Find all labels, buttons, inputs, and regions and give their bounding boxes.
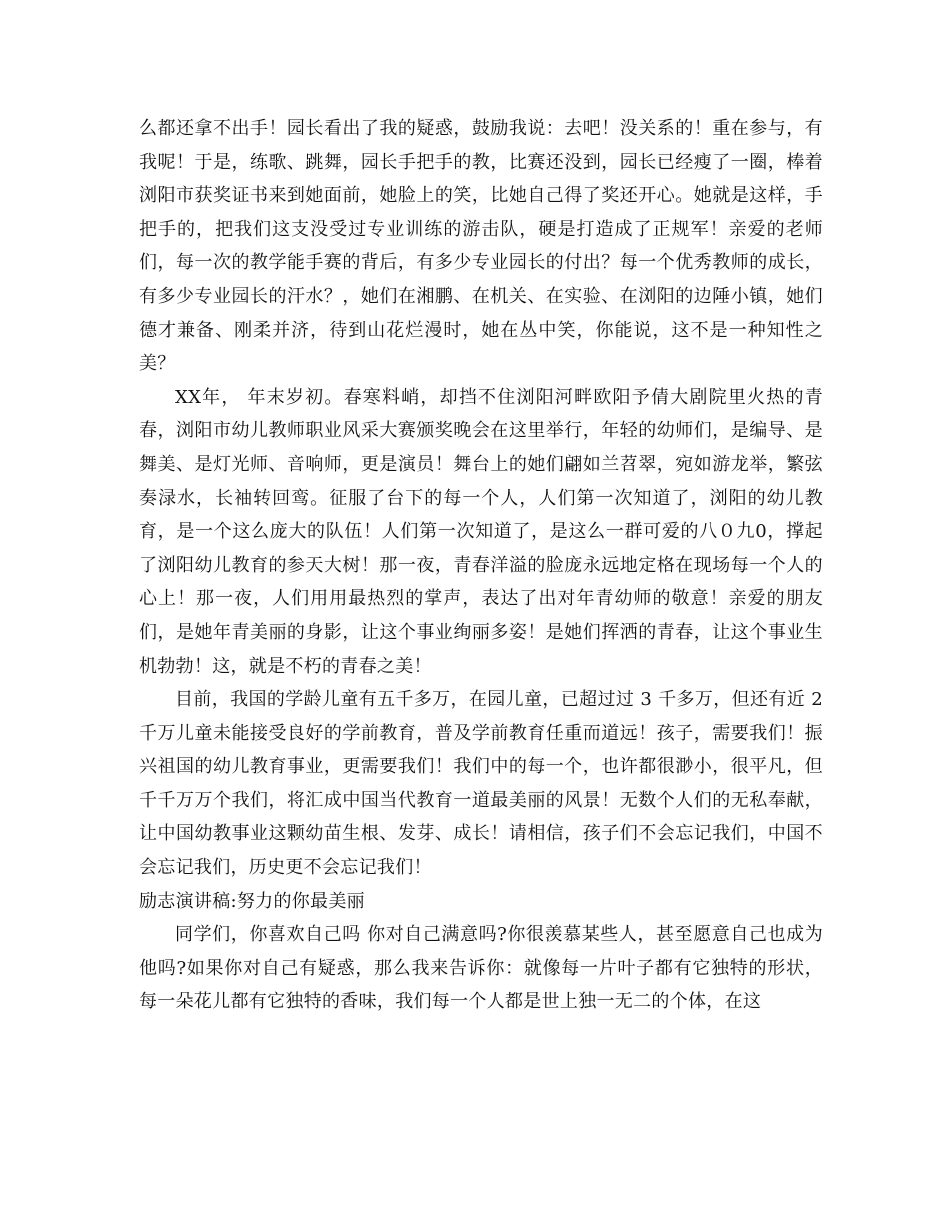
- paragraph-preschool-education: 目前，我国的学龄儿童有五千多万，在园儿童，已超过过 3 千多万，但还有近 2 千万儿童未能接受良好的学前教育，普及学前教育任重而道远！孩子，需要我们！振兴祖国的幼儿教育事业，更需要我们！我们中的每一个，也许都很渺小，很平凡，但千千万万个我们，将汇成中国当代教育一道最美丽的风景！无数个人们的无私奉献，让中国幼教事业这颗幼苗生根、发芽、成长！请相信，孩子们不会忘记我们，中国不会忘记我们，历史更不会忘记我们！: [139, 689, 823, 879]
- section-heading: 励志演讲稿:努力的你最美丽: [139, 890, 365, 912]
- paragraph-spring-festival: XX年， 年末岁初。春寒料峭，却挡不住浏阳河畔欧阳予倩大剧院里火热的青春，浏阳市幼儿教师职业风采大赛颁奖晚会在这里举行，年轻的幼师们，是编导、是舞美、是灯光师、音响师，更是演员！舞台上的她们翩如兰苕翠，宛如游龙举，繁弦奏渌水，长袖转回鸾。征服了台下的每一个人，人们第一次知道了，浏阳的幼儿教育，是一个这么庞大的队伍！人们第一次知道了，是这么一群可爱的八０九0，撑起了浏阳幼儿教育的参天大树！那一夜，青春洋溢的脸庞永远地定格在现场每一个人的心上！那一夜，人们用用最热烈的掌声，表达了出对年青幼师的敬意！亲爱的朋友们，是她年青美丽的身影，让这个事业绚丽多姿！是她们挥洒的青春，让这个事业生机勃勃！这，就是不朽的青春之美！: [139, 386, 823, 677]
- paragraph-continuation: 么都还拿不出手！园长看出了我的疑惑，鼓励我说：去吧！没关系的！重在参与，有我呢！于是，练歌、跳舞，园长手把手的教，比赛还没到，园长已经瘦了一圈，棒着浏阳市获奖证书来到她面前，她脸上的笑，比她自己得了奖还开心。她就是这样，手把手的，把我们这支没受过专业训练的游击队，硬是打造成了正规军！亲爱的老师们，每一次的教学能手赛的背后，有多少专业园长的付出？每一个优秀教师的成长，有多少专业园长的汗水？，她们在湘鹏、在机关、在实验、在浏阳的边陲小镇，她们德才兼备、刚柔并济，待到山花烂漫时，她在丛中笑，你能说，这不是一种知性之美？: [139, 118, 823, 375]
- paragraph-students: 同学们，你喜欢自己吗 你对自己满意吗?你很羡慕某些人，甚至愿意自己也成为他吗?如果你对自己有疑惑，那么我来告诉你：就像每一片叶子都有它独特的形状，每一朵花儿都有它独特的香味，我们每一个人都是世上独一无二的个体，在这: [139, 924, 823, 1013]
- document-body: [139, 112, 823, 1019]
